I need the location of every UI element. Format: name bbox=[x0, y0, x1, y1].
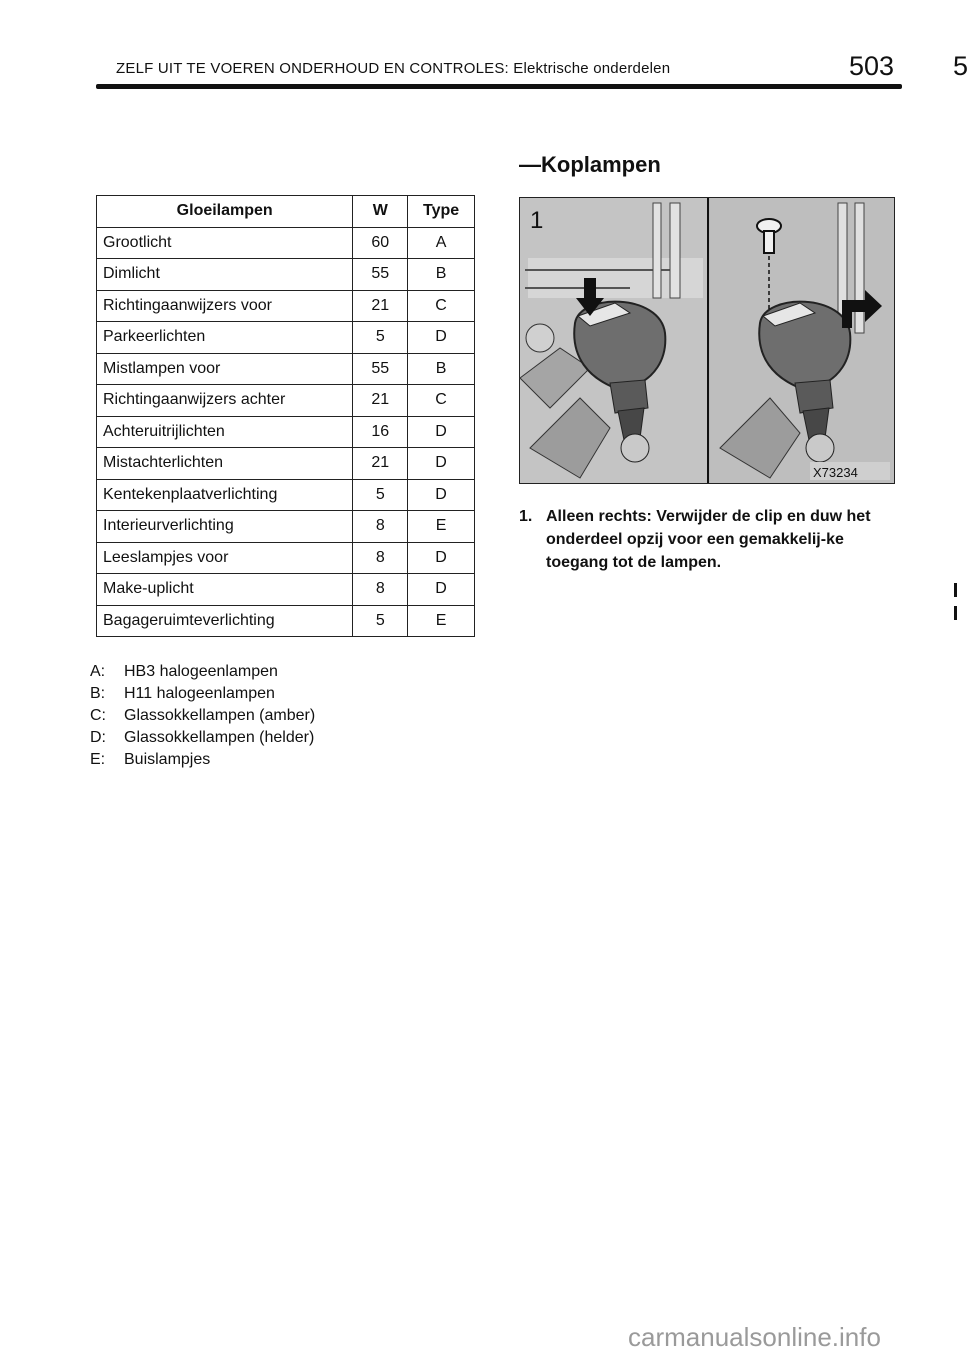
running-header: ZELF UIT TE VOEREN ONDERHOUD EN CONTROLES: Elektrische onderdelen bbox=[116, 60, 671, 77]
table-row bbox=[97, 290, 475, 322]
type-cell: B bbox=[408, 259, 475, 291]
bulb-table bbox=[96, 195, 475, 637]
edge-mark bbox=[954, 583, 957, 597]
type-legend bbox=[90, 661, 315, 771]
bulb-name-cell: Dimlicht bbox=[97, 259, 353, 291]
bulb-table-body bbox=[97, 227, 475, 637]
legend-key: A: bbox=[90, 663, 106, 680]
legend-text: Glassokkellampen (helder) bbox=[124, 729, 315, 746]
bulb-name-cell: Richtingaanwijzers voor bbox=[97, 290, 353, 322]
bulb-name-cell: Interieurverlichting bbox=[97, 511, 353, 543]
column-header-bulbs: Gloeilampen bbox=[97, 196, 353, 228]
legend-key: C: bbox=[90, 707, 106, 724]
headlamp-illustration bbox=[520, 198, 894, 483]
type-cell: D bbox=[408, 479, 475, 511]
wattage-cell: 21 bbox=[353, 290, 408, 322]
type-cell: B bbox=[408, 353, 475, 385]
step-number: 1. bbox=[519, 508, 533, 525]
figure-number: 1 bbox=[530, 207, 544, 234]
wattage-cell: 16 bbox=[353, 416, 408, 448]
table-header-row bbox=[97, 196, 475, 228]
wattage-cell: 8 bbox=[353, 542, 408, 574]
section-title: —Koplampen bbox=[519, 152, 661, 177]
legend-text: HB3 halogeenlampen bbox=[124, 663, 278, 680]
table-row bbox=[97, 479, 475, 511]
table-row bbox=[97, 605, 475, 637]
wattage-cell: 21 bbox=[353, 448, 408, 480]
table-row bbox=[97, 353, 475, 385]
bulb-name-cell: Make-uplicht bbox=[97, 574, 353, 606]
type-cell: D bbox=[408, 448, 475, 480]
type-cell: D bbox=[408, 542, 475, 574]
legend-key: B: bbox=[90, 685, 106, 702]
edge-mark bbox=[954, 606, 957, 620]
table-row bbox=[97, 259, 475, 291]
legend-key: D: bbox=[90, 729, 106, 746]
wattage-cell: 5 bbox=[353, 479, 408, 511]
page-number: 503 bbox=[849, 51, 895, 81]
column-header-watt: W bbox=[353, 196, 408, 228]
type-cell: A bbox=[408, 227, 475, 259]
bulb-name-cell: Kentekenplaatverlichting bbox=[97, 479, 353, 511]
wattage-cell: 8 bbox=[353, 574, 408, 606]
adjacent-page-fragment: 5 bbox=[953, 51, 968, 81]
type-cell: C bbox=[408, 290, 475, 322]
type-cell: D bbox=[408, 322, 475, 354]
type-cell: D bbox=[408, 416, 475, 448]
wattage-cell: 55 bbox=[353, 259, 408, 291]
legend-item bbox=[90, 727, 315, 749]
column-header-type: Type bbox=[408, 196, 475, 228]
bulb-name-cell: Grootlicht bbox=[97, 227, 353, 259]
table-row bbox=[97, 416, 475, 448]
bulb-name-cell: Leeslampjes voor bbox=[97, 542, 353, 574]
type-cell: D bbox=[408, 574, 475, 606]
table-row bbox=[97, 542, 475, 574]
legend-text: Buislampjes bbox=[124, 751, 211, 768]
bulb-name-cell: Bagageruimteverlichting bbox=[97, 605, 353, 637]
step-text: Alleen rechts: Verwijder de clip en duw het onderdeel opzij voor een gemakkelij-ke toegang tot de lampen. bbox=[546, 508, 871, 571]
type-cell: E bbox=[408, 511, 475, 543]
table-row bbox=[97, 322, 475, 354]
wattage-cell: 55 bbox=[353, 353, 408, 385]
header-rule bbox=[96, 84, 902, 89]
table-row bbox=[97, 574, 475, 606]
legend-item bbox=[90, 705, 315, 727]
wattage-cell: 5 bbox=[353, 605, 408, 637]
wattage-cell: 5 bbox=[353, 322, 408, 354]
legend-text: H11 halogeenlampen bbox=[124, 685, 275, 702]
wattage-cell: 21 bbox=[353, 385, 408, 417]
legend-item bbox=[90, 661, 315, 683]
bulb-name-cell: Mistlampen voor bbox=[97, 353, 353, 385]
wattage-cell: 60 bbox=[353, 227, 408, 259]
table-row bbox=[97, 227, 475, 259]
bulb-name-cell: Mistachterlichten bbox=[97, 448, 353, 480]
table-row bbox=[97, 385, 475, 417]
wattage-cell: 8 bbox=[353, 511, 408, 543]
bulb-name-cell: Achteruitrijlichten bbox=[97, 416, 353, 448]
legend-key: E: bbox=[90, 751, 106, 768]
legend-item bbox=[90, 749, 315, 771]
legend-item bbox=[90, 683, 315, 705]
legend-text: Glassokkellampen (amber) bbox=[124, 707, 316, 724]
table-row bbox=[97, 511, 475, 543]
instruction-step bbox=[519, 505, 909, 574]
bulb-name-cell: Richtingaanwijzers achter bbox=[97, 385, 353, 417]
type-cell: C bbox=[408, 385, 475, 417]
figure-code: X73234 bbox=[813, 465, 858, 480]
table-row bbox=[97, 448, 475, 480]
headlamp-figure bbox=[519, 197, 895, 484]
type-cell: E bbox=[408, 605, 475, 637]
watermark: carmanualsonline.info bbox=[628, 1322, 881, 1352]
bulb-name-cell: Parkeerlichten bbox=[97, 322, 353, 354]
